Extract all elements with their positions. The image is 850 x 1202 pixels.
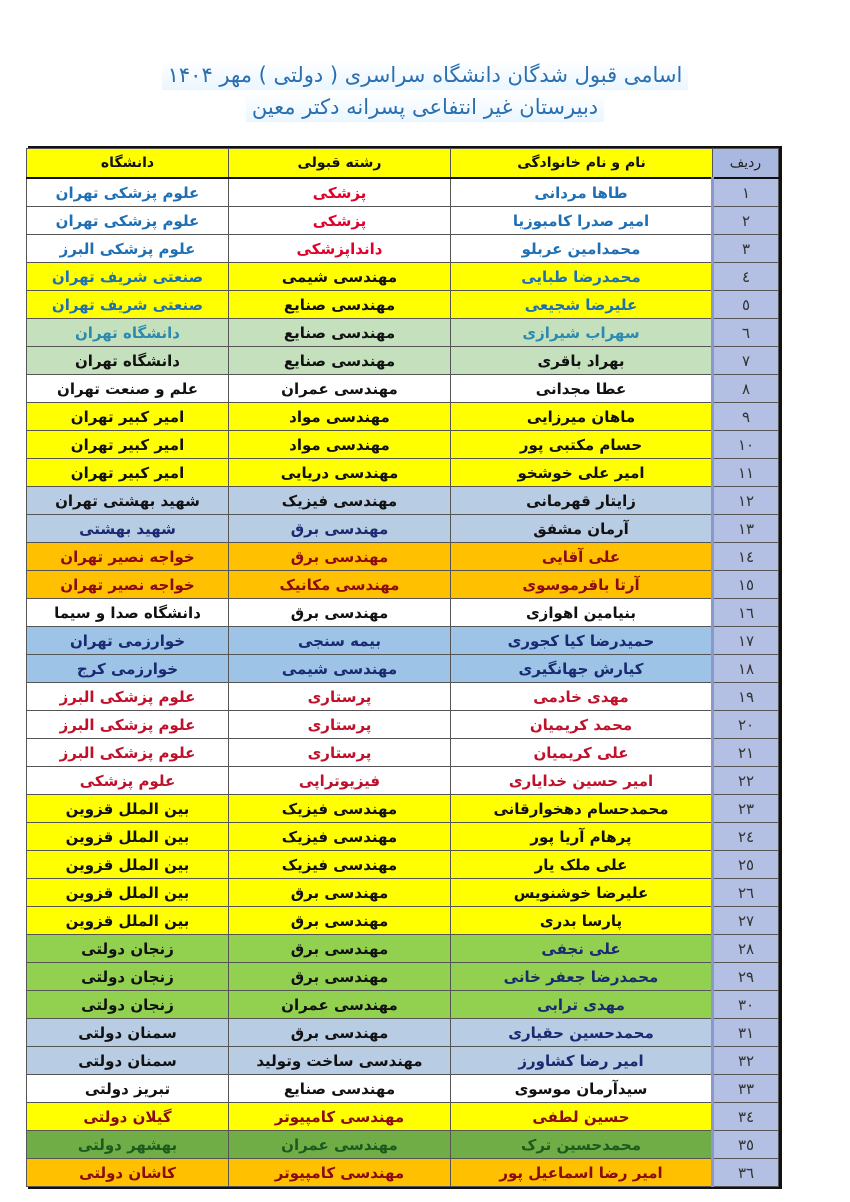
student-name-cell: محمدحسام دهخوارقانی xyxy=(451,795,713,823)
student-name-cell: عطا مجدانی xyxy=(451,375,713,403)
table-row xyxy=(27,1103,779,1131)
student-name-cell: بنیامین اهوازی xyxy=(451,599,713,627)
accepted-field-cell: مهندسی عمران xyxy=(229,375,451,403)
row-index-cell: ١٨ xyxy=(713,655,779,683)
student-name-cell: امیر علی خوشخو xyxy=(451,459,713,487)
row-index-cell: ٣٢ xyxy=(713,1047,779,1075)
accepted-field-cell: مهندسی شیمی xyxy=(229,263,451,291)
student-name-cell: امیر رضا کشاورز xyxy=(451,1047,713,1075)
student-name-cell: امیر حسین خدایاری xyxy=(451,767,713,795)
column-header-university: دانشگاه xyxy=(27,149,229,179)
student-name-cell: مهدی ترابی xyxy=(451,991,713,1019)
accepted-field-cell: مهندسی مواد xyxy=(229,403,451,431)
row-index-cell: ٢١ xyxy=(713,739,779,767)
table-row xyxy=(27,263,779,291)
accepted-field-cell: مهندسی صنایع xyxy=(229,347,451,375)
accepted-field-cell: مهندسی شیمی xyxy=(229,655,451,683)
table-row xyxy=(27,767,779,795)
table-row xyxy=(27,795,779,823)
university-cell: بین الملل قزوین xyxy=(27,795,229,823)
table-row xyxy=(27,1159,779,1187)
university-cell: زنجان دولتی xyxy=(27,963,229,991)
student-name-cell: محمدرضا جعفر خانی xyxy=(451,963,713,991)
university-cell: زنجان دولتی xyxy=(27,991,229,1019)
university-cell: خواجه نصیر تهران xyxy=(27,543,229,571)
university-cell: صنعتی شریف تهران xyxy=(27,263,229,291)
university-cell: سمنان دولتی xyxy=(27,1047,229,1075)
university-cell: بین الملل قزوین xyxy=(27,879,229,907)
table-row xyxy=(27,375,779,403)
university-cell: صنعتی شریف تهران xyxy=(27,291,229,319)
student-name-cell: زایتار قهرمانی xyxy=(451,487,713,515)
page-subtitle: دبیرستان غیر انتفاعی پسرانه دکتر معین xyxy=(246,92,604,122)
accepted-field-cell: مهندسی صنایع xyxy=(229,291,451,319)
university-cell: بین الملل قزوین xyxy=(27,851,229,879)
table-row xyxy=(27,1131,779,1159)
accepted-field-cell: مهندسی برق xyxy=(229,935,451,963)
university-cell: گیلان دولتی xyxy=(27,1103,229,1131)
accepted-field-cell: مهندسی برق xyxy=(229,543,451,571)
table-row xyxy=(27,963,779,991)
table-row xyxy=(27,543,779,571)
table-row xyxy=(27,347,779,375)
student-name-cell: پارسا بدری xyxy=(451,907,713,935)
student-name-cell: محمد کریمیان xyxy=(451,711,713,739)
table-row xyxy=(27,683,779,711)
student-name-cell: سهراب شیرازی xyxy=(451,319,713,347)
university-cell: علوم پزشکی xyxy=(27,767,229,795)
table-row xyxy=(27,178,779,207)
student-name-cell: ماهان میرزایی xyxy=(451,403,713,431)
accepted-field-cell: مهندسی کامپیوتر xyxy=(229,1103,451,1131)
accepted-field-cell: مهندسی صنایع xyxy=(229,319,451,347)
university-cell: علوم پزشکی البرز xyxy=(27,739,229,767)
student-name-cell: علیرضا شجیعی xyxy=(451,291,713,319)
student-name-cell: علیرضا خوشنویس xyxy=(451,879,713,907)
table-row xyxy=(27,431,779,459)
student-name-cell: امیر صدرا کامبوزیا xyxy=(451,207,713,235)
table-row xyxy=(27,1047,779,1075)
university-cell: علوم پزشکی البرز xyxy=(27,711,229,739)
accepted-field-cell: مهندسی ساخت وتولید xyxy=(229,1047,451,1075)
accepted-field-cell: مهندسی برق xyxy=(229,599,451,627)
row-index-cell: ٣٥ xyxy=(713,1131,779,1159)
accepted-field-cell: مهندسی فیزیک xyxy=(229,487,451,515)
table-row xyxy=(27,459,779,487)
university-cell: علم و صنعت تهران xyxy=(27,375,229,403)
row-index-cell: ٩ xyxy=(713,403,779,431)
accepted-field-cell: مهندسی فیزیک xyxy=(229,823,451,851)
accepted-field-cell: فیزیوتراپی xyxy=(229,767,451,795)
university-cell: شهید بهشتی xyxy=(27,515,229,543)
student-name-cell: محمدرضا طبایی xyxy=(451,263,713,291)
student-name-cell: محمدامین عربلو xyxy=(451,235,713,263)
university-cell: علوم پزشکی تهران xyxy=(27,178,229,207)
accepted-field-cell: مهندسی برق xyxy=(229,515,451,543)
accepted-field-cell: دانداپزشکی xyxy=(229,235,451,263)
row-index-cell: ۱ xyxy=(713,178,779,207)
admissions-table xyxy=(26,148,779,1187)
row-index-cell: ١٩ xyxy=(713,683,779,711)
table-body xyxy=(27,178,779,1187)
table-row xyxy=(27,935,779,963)
university-cell: خوارزمی کرج xyxy=(27,655,229,683)
student-name-cell: کیارش جهانگیری xyxy=(451,655,713,683)
accepted-field-cell: پزشکی xyxy=(229,207,451,235)
accepted-field-cell: بیمه سنجی xyxy=(229,627,451,655)
table-row xyxy=(27,571,779,599)
row-index-cell: ١٥ xyxy=(713,571,779,599)
university-cell: خوارزمی تهران xyxy=(27,627,229,655)
university-cell: بهشهر دولتی xyxy=(27,1131,229,1159)
row-index-cell: ٥ xyxy=(713,291,779,319)
row-index-cell: ٢٠ xyxy=(713,711,779,739)
table-row xyxy=(27,1019,779,1047)
university-cell: سمنان دولتی xyxy=(27,1019,229,1047)
student-name-cell: پرهام آریا پور xyxy=(451,823,713,851)
university-cell: امیر کبیر تهران xyxy=(27,459,229,487)
table-row xyxy=(27,515,779,543)
column-header-name: نام و نام خانوادگی xyxy=(451,149,713,179)
table-row xyxy=(27,627,779,655)
table-row xyxy=(27,1075,779,1103)
student-name-cell: مهدی خادمی xyxy=(451,683,713,711)
student-name-cell: بهراد باقری xyxy=(451,347,713,375)
accepted-field-cell: مهندسی فیزیک xyxy=(229,795,451,823)
accepted-field-cell: مهندسی برق xyxy=(229,1019,451,1047)
accepted-field-cell: مهندسی مکانیک xyxy=(229,571,451,599)
accepted-field-cell: مهندسی برق xyxy=(229,879,451,907)
student-name-cell: آرتا باقرموسوی xyxy=(451,571,713,599)
row-index-cell: ١١ xyxy=(713,459,779,487)
student-name-cell: علی آقایی xyxy=(451,543,713,571)
accepted-field-cell: مهندسی دریایی xyxy=(229,459,451,487)
page-title: اسامی قبول شدگان دانشگاه سراسری ( دولتی ) مهر ۱۴۰۴ xyxy=(162,60,689,90)
accepted-field-cell: مهندسی برق xyxy=(229,963,451,991)
student-name-cell: امیر رضا اسماعیل پور xyxy=(451,1159,713,1187)
row-index-cell: ٢٦ xyxy=(713,879,779,907)
row-index-cell: ٢٤ xyxy=(713,823,779,851)
row-index-cell: ٢٢ xyxy=(713,767,779,795)
table-row xyxy=(27,319,779,347)
table-row xyxy=(27,291,779,319)
row-index-cell: ٦ xyxy=(713,319,779,347)
accepted-field-cell: پزشکی xyxy=(229,178,451,207)
university-cell: کاشان دولتی xyxy=(27,1159,229,1187)
table-row xyxy=(27,907,779,935)
student-name-cell: علی کریمیان xyxy=(451,739,713,767)
university-cell: دانشگاه تهران xyxy=(27,347,229,375)
accepted-field-cell: مهندسی برق xyxy=(229,907,451,935)
row-index-cell: ١٧ xyxy=(713,627,779,655)
table-row xyxy=(27,655,779,683)
university-cell: علوم پزشکی البرز xyxy=(27,683,229,711)
university-cell: علوم پزشکی البرز xyxy=(27,235,229,263)
student-name-cell: علی نجفی xyxy=(451,935,713,963)
table-row xyxy=(27,991,779,1019)
row-index-cell: ٨ xyxy=(713,375,779,403)
table-row xyxy=(27,739,779,767)
accepted-field-cell: مهندسی فیزیک xyxy=(229,851,451,879)
document-header xyxy=(0,60,850,122)
accepted-field-cell: مهندسی عمران xyxy=(229,991,451,1019)
row-index-cell: ٢٨ xyxy=(713,935,779,963)
row-index-cell: ٤ xyxy=(713,263,779,291)
row-index-cell: ٢٩ xyxy=(713,963,779,991)
accepted-field-cell: پرستاری xyxy=(229,739,451,767)
student-name-cell: سیدآرمان موسوی xyxy=(451,1075,713,1103)
university-cell: امیر کبیر تهران xyxy=(27,431,229,459)
student-name-cell: طاها مردانی xyxy=(451,178,713,207)
student-name-cell: حسام مکتبی پور xyxy=(451,431,713,459)
student-name-cell: آرمان مشفق xyxy=(451,515,713,543)
university-cell: امیر کبیر تهران xyxy=(27,403,229,431)
university-cell: علوم پزشکی تهران xyxy=(27,207,229,235)
university-cell: دانشگاه صدا و سیما xyxy=(27,599,229,627)
university-cell: بین الملل قزوین xyxy=(27,823,229,851)
table-row xyxy=(27,207,779,235)
row-index-cell: ۲ xyxy=(713,207,779,235)
table-row xyxy=(27,235,779,263)
university-cell: دانشگاه تهران xyxy=(27,319,229,347)
student-name-cell: حمیدرضا کیا کجوری xyxy=(451,627,713,655)
university-cell: بین الملل قزوین xyxy=(27,907,229,935)
university-cell: خواجه نصیر تهران xyxy=(27,571,229,599)
row-index-cell: ٣٠ xyxy=(713,991,779,1019)
accepted-field-cell: مهندسی مواد xyxy=(229,431,451,459)
table-row xyxy=(27,487,779,515)
row-index-cell: ٣٤ xyxy=(713,1103,779,1131)
table-row xyxy=(27,879,779,907)
student-name-cell: محمدحسین حقیاری xyxy=(451,1019,713,1047)
accepted-field-cell: پرستاری xyxy=(229,683,451,711)
row-index-cell: ٢٧ xyxy=(713,907,779,935)
accepted-field-cell: مهندسی عمران xyxy=(229,1131,451,1159)
accepted-field-cell: پرستاری xyxy=(229,711,451,739)
table-row xyxy=(27,851,779,879)
row-index-cell: ٢٥ xyxy=(713,851,779,879)
table-row xyxy=(27,711,779,739)
row-index-cell: ٣١ xyxy=(713,1019,779,1047)
column-header-field: رشته قبولی xyxy=(229,149,451,179)
column-header-index: ردیف xyxy=(713,149,779,179)
row-index-cell: ١٠ xyxy=(713,431,779,459)
row-index-cell: ٣٦ xyxy=(713,1159,779,1187)
row-index-cell: ١٢ xyxy=(713,487,779,515)
student-name-cell: محمدحسین ترک xyxy=(451,1131,713,1159)
student-name-cell: علی ملک یار xyxy=(451,851,713,879)
table-row xyxy=(27,403,779,431)
row-index-cell: ۳ xyxy=(713,235,779,263)
university-cell: شهید بهشتی تهران xyxy=(27,487,229,515)
row-index-cell: ١٤ xyxy=(713,543,779,571)
table-row xyxy=(27,823,779,851)
row-index-cell: ٧ xyxy=(713,347,779,375)
accepted-field-cell: مهندسی صنایع xyxy=(229,1075,451,1103)
university-cell: تبریز دولتی xyxy=(27,1075,229,1103)
student-name-cell: حسین لطفی xyxy=(451,1103,713,1131)
accepted-field-cell: مهندسی کامپیوتر xyxy=(229,1159,451,1187)
admissions-table-container xyxy=(28,146,782,1189)
table-row xyxy=(27,599,779,627)
table-header-row xyxy=(27,149,779,179)
row-index-cell: ٣٣ xyxy=(713,1075,779,1103)
university-cell: زنجان دولتی xyxy=(27,935,229,963)
row-index-cell: ١٦ xyxy=(713,599,779,627)
row-index-cell: ١٣ xyxy=(713,515,779,543)
row-index-cell: ٢٣ xyxy=(713,795,779,823)
